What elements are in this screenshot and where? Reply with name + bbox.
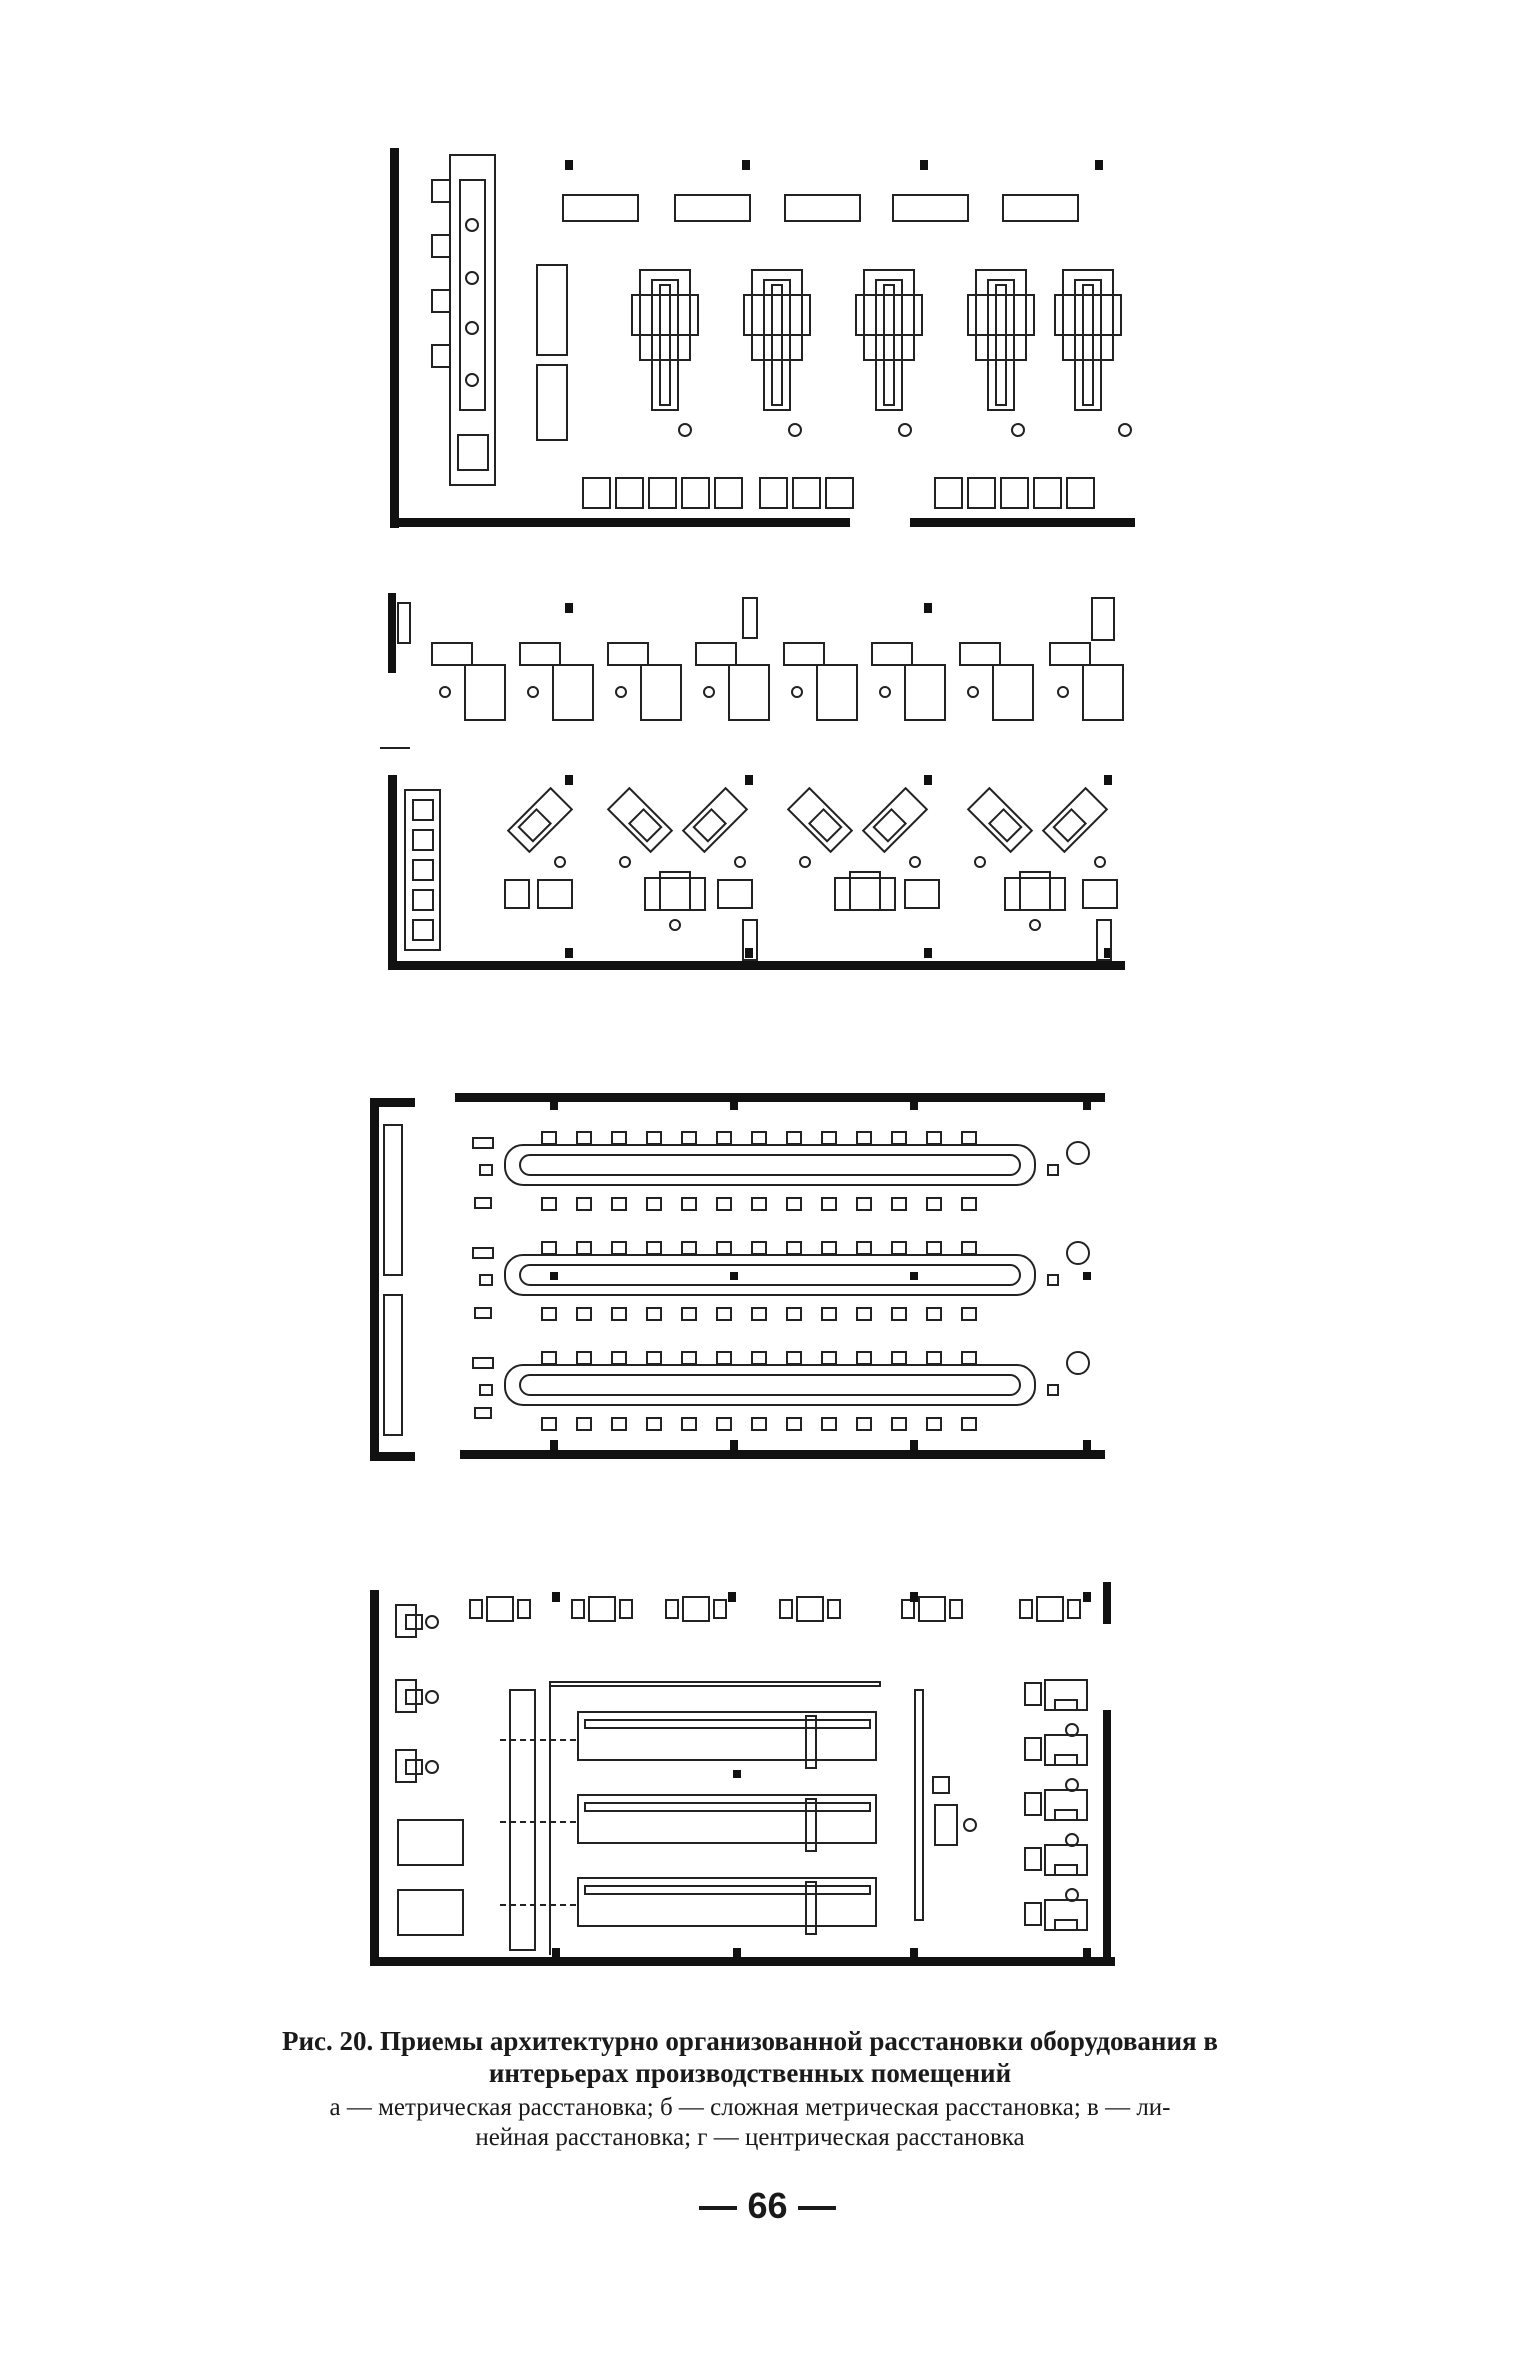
figure-legend-line1: а — метрическая расстановка; б — сложная метрическая расстановка; в — ли-	[329, 2094, 1171, 2121]
figure-caption-title	[150, 2025, 1350, 2089]
figure-label: Рис. 20.	[282, 2026, 374, 2056]
figure-title-line1: Приемы архитектурно организованной расстановки оборудования в	[380, 2026, 1218, 2056]
plan-a-metric-layout	[390, 148, 1135, 528]
plan-b-complex-metric-layout	[380, 593, 1125, 970]
page-number-dash-right	[798, 2206, 836, 2210]
plan-c-linear-layout	[370, 1093, 1105, 1461]
figure-caption-legend	[150, 2093, 1350, 2153]
page-number-dash-left	[699, 2206, 737, 2210]
page-number	[0, 2185, 1535, 2227]
figure-legend-line2: нейная расстановка; г — центрическая расстановка	[475, 2124, 1025, 2151]
plan-d-centric-layout	[370, 1582, 1115, 1966]
figure-title-line2: интерьерах производственных помещений	[488, 2058, 1012, 2088]
page-number-value: 66	[747, 2185, 788, 2226]
